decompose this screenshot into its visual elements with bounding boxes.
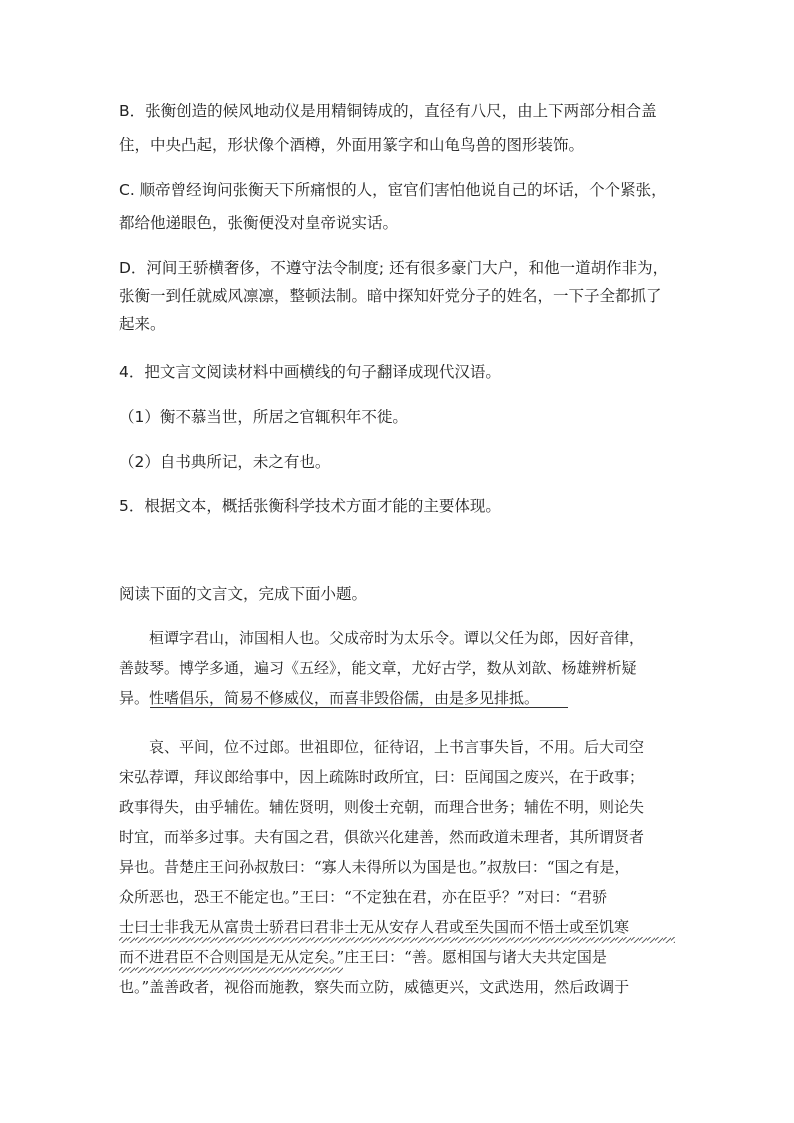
- underline-sentence-1: [150, 707, 568, 708]
- option-c-line-1: C. 顺帝曾经询问张衡天下所痛恨的人，宦官们害怕他说自己的坏话，个个紧张，: [119, 181, 667, 199]
- option-b-line-2: 住，中央凸起，形状像个酒樽，外面用篆字和山龟鸟兽的图形装饰。: [119, 136, 585, 154]
- passage-line-11: 而不进君臣不合则国是无从定矣。”庄王曰：“善。愿相国与诸大夫共定国是: [119, 948, 607, 966]
- passage-line-2: 善鼓琴。博学多通，遍习《五经》，能文章，尤好古学，数从刘歆、杨雄辨析疑: [119, 659, 637, 677]
- question-4-item-2: （2）自书典所记，未之有也。: [119, 453, 331, 471]
- reading-instruction: 阅读下面的文言文，完成下面小题。: [119, 585, 368, 603]
- passage-line-7: 时宜，而举多过事。夫有国之君，俱欲兴化建善，然而政道未理者，其所谓贤者: [119, 828, 645, 846]
- passage-line-4: 哀、平间，位不过郎。世祖即位，征待诏，上书言事失旨，不用。后大司空: [149, 738, 645, 756]
- passage-line-1: 桓谭字君山，沛国相人也。父成帝时为太乐令。谭以父任为郎，因好音律，: [149, 629, 645, 647]
- passage-line-3: 异。性嗜倡乐，简易不修威仪，而喜非毁俗儒，由是多见排抵。: [119, 689, 540, 707]
- option-d-line-1: D．河间王骄横奢侈，不遵守法令制度; 还有很多豪门大户，和他一道胡作非为，: [119, 259, 669, 277]
- passage-line-8: 异也。昔楚庄王问孙叔敖曰：“寡人未得所以为国是也。”叔敖曰：“国之有是，: [119, 858, 630, 876]
- wavy-underline-1: [119, 937, 675, 943]
- wavy-underline-2: [119, 967, 343, 973]
- passage-line-6: 政事得失，由乎辅佐。辅佐贤明，则俊士充朝，而理合世务；辅佐不明，则论失: [119, 798, 645, 816]
- option-d-line-2: 张衡一到任就威风凛凛，整顿法制。暗中探知奸党分子的姓名，一下子全都抓了: [119, 287, 662, 305]
- option-b-line-1: B．张衡创造的候风地动仪是用精铜铸成的，直径有八尺，由上下两部分相合盖: [119, 102, 657, 120]
- question-4: 4．把文言文阅读材料中画横线的句子翻译成现代汉语。: [119, 363, 501, 381]
- passage-line-10: 士曰士非我无从富贵士骄君曰君非士无从安存人君或至失国而不悟士或至饥寒: [119, 918, 630, 936]
- question-4-item-1: （1）衡不慕当世，所居之官辄积年不徙。: [119, 408, 408, 426]
- passage-line-5: 宋弘荐谭，拜议郎给事中，因上疏陈时政所宜，曰：臣闻国之废兴，在于政事；: [119, 768, 645, 786]
- passage-line-9: 众所恶也，恐王不能定也。”王曰：“不定独在君，亦在臣乎？”对曰：“君骄: [119, 888, 608, 906]
- passage-line-12: 也。”盖善政者，视俗而施教，察失而立防，威德更兴，文武迭用，然后政调于: [119, 978, 630, 996]
- option-d-line-3: 起来。: [119, 315, 166, 333]
- question-5: 5．根据文本，概括张衡科学技术方面才能的主要体现。: [119, 497, 501, 515]
- option-c-line-2: 都给他递眼色，张衡便没对皇帝说实话。: [119, 214, 399, 232]
